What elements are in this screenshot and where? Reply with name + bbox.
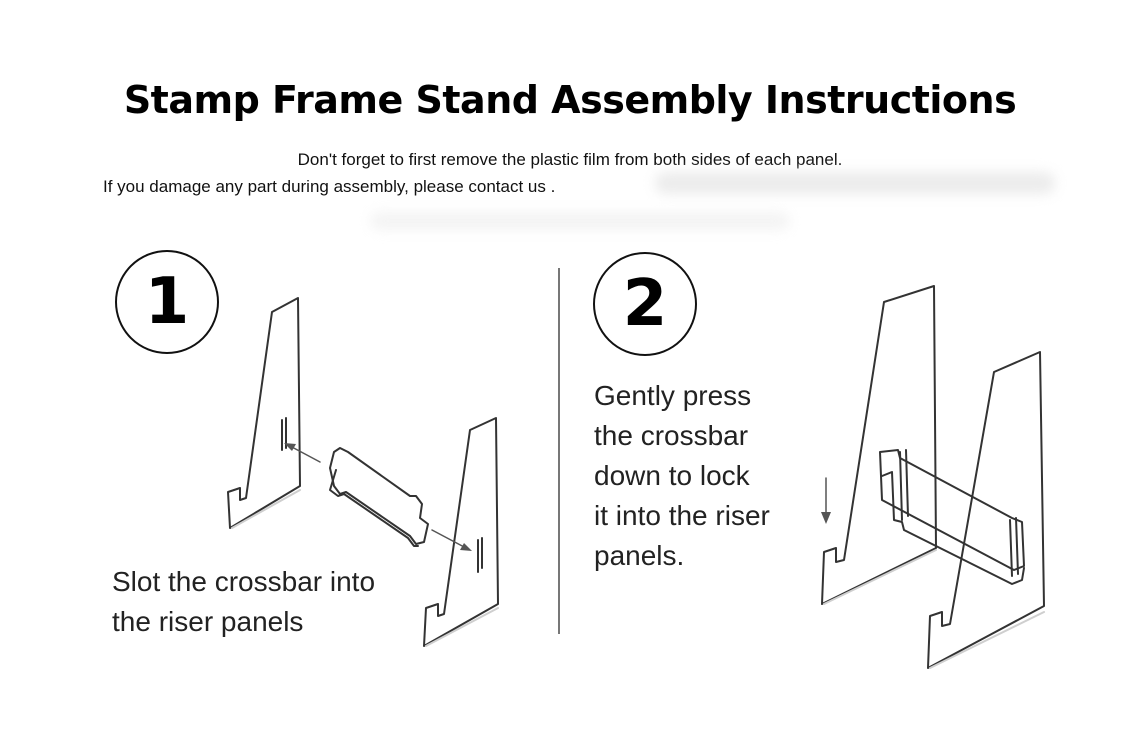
instruction-note-film: Don't forget to first remove the plastic film from both sides of each panel. xyxy=(297,150,843,169)
step-1-number: 1 xyxy=(115,250,219,354)
page-title: Stamp Frame Stand Assembly Instructions xyxy=(123,78,1017,122)
step-2-caption: Gently press the crossbar down to lock it into the riser panels. xyxy=(594,380,770,571)
step-2-number: 2 xyxy=(593,252,697,356)
step-1-insert-arrows xyxy=(284,443,472,551)
step-2-front-riser-panel xyxy=(822,286,936,604)
step-1-left-riser-panel xyxy=(228,298,300,528)
instruction-note-contact: If you damage any part during assembly, please contact us . xyxy=(103,177,556,196)
step-2-down-arrow xyxy=(821,478,831,524)
step-2-back-riser-panel xyxy=(928,352,1044,668)
step-1-caption: Slot the crossbar into the riser panels xyxy=(112,566,376,637)
step-1-crossbar xyxy=(330,448,428,546)
